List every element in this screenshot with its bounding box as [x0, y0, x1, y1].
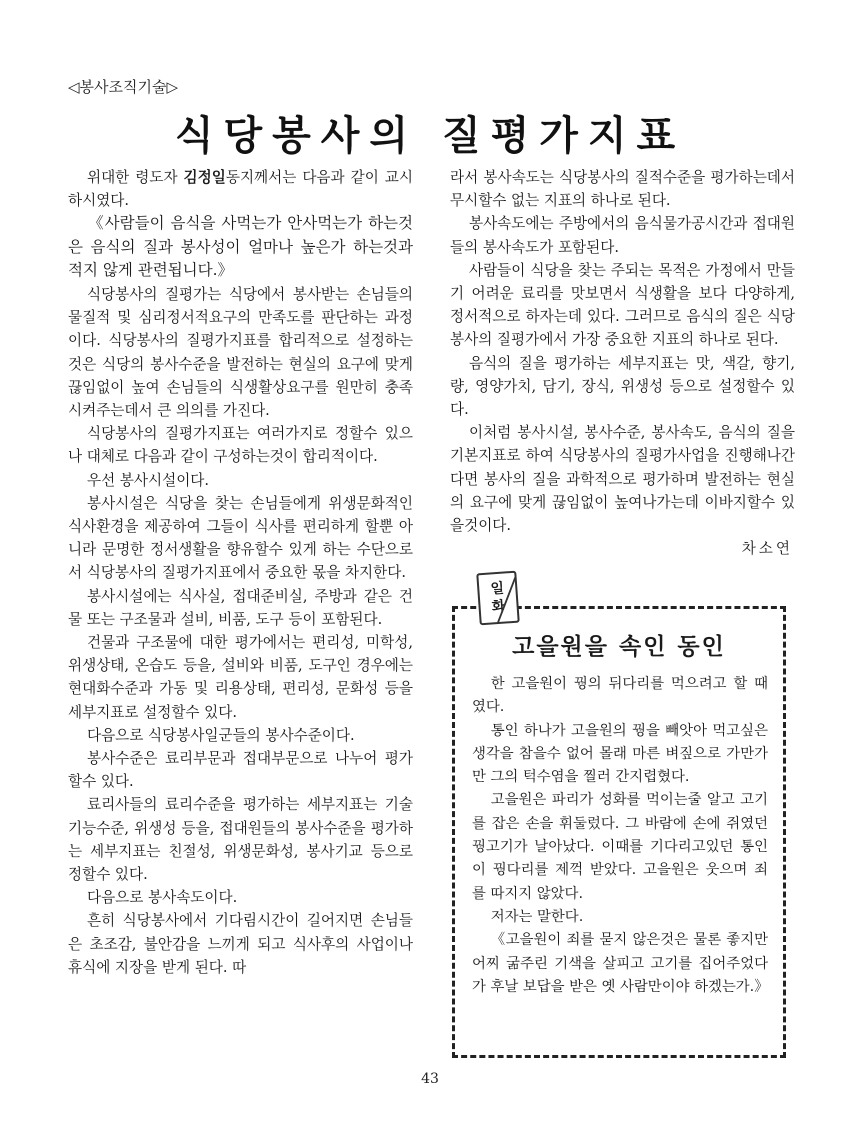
author-name: 차소연: [741, 540, 793, 558]
page-number: 43: [421, 1071, 439, 1087]
body-paragraph: 봉사시설에는 식사실, 접대준비실, 주방과 같은 건물 또는 구조물과 설비, 비품, 도구 등이 포함된다.: [68, 587, 413, 628]
intro-text-pre: 위대한 령도자: [86, 169, 184, 186]
anecdote-paragraph: 저자는 말한다.: [490, 908, 584, 925]
body-paragraph: 봉사시설은 식당을 찾는 손님들에게 위생문화적인 식사환경을 제공하여 그들이 식사를 편리하게 할뿐 아니라 문명한 정서생활을 향유할수 있게 하는 수단으로서 식당봉사의 질평가지표에서 중요한 몫을 차지한다.: [68, 494, 413, 582]
body-paragraph: 료리사들의 료리수준을 평가하는 세부지표는 기술기능수준, 위생성 등을, 접대원들의 봉사수준을 평가하는 세부지표는 친절성, 위생문화성, 봉사기교 등으로 정할수 있다.: [68, 796, 413, 883]
body-paragraph: 다음으로 식당봉사일군들의 봉사수준이다.: [86, 726, 355, 744]
anecdote-tag-icon: [476, 571, 520, 626]
intro-text-post: 동지께서는 다음과 같이 교시하시였다.: [68, 169, 413, 210]
body-paragraph: 봉사수준은 료리부문과 접대부문으로 나누어 평가할수 있다.: [68, 749, 413, 791]
anecdote-paragraph: 고을원은 파리가 성화를 먹이는줄 알고 고기를 잡은 손을 휘둘렀다. 그 바람에 손에 쥐였던 꿩고기가 날아났다. 이때를 기다리고있던 통인이 꿩다리를 제꺽 받았다. 고을원은 웃으며 죄를 따지지 않았다.: [472, 792, 768, 902]
anecdote-tag-char: 화: [491, 598, 506, 616]
body-paragraph: 우선 봉사시설이다.: [86, 471, 210, 489]
anecdote-paragraph: 통인 하나가 고을원의 꿩을 빼앗아 먹고싶은 생각을 참을수 없어 몰래 마른 벼짚으로 가만가만 그의 턱수염을 찔러 간지렵혔다.: [472, 722, 768, 786]
quote-paragraph: 《사람들이 음식을 사먹는가 안사먹는가 하는것은 음식의 질과 봉사성이 얼마나 높은가 하는것과 적지 않게 관련됩니다.》: [68, 214, 413, 280]
body-paragraph: 이처럼 봉사시설, 봉사수준, 봉사속도, 음식의 질을 기본지표로 하여 식당봉사의 질평가사업을 진행해나간다면 봉사의 질을 과학적으로 평가하며 발전하는 현실의 요구에 맞게 끊임없이 높여나가는데 이바지할수 있을것이다.: [450, 424, 795, 535]
body-paragraph: 라서 봉사속도는 식당봉사의 질적수준을 평가하는데서 무시할수 없는 지표의 하나로 된다.: [450, 169, 795, 210]
body-paragraph: 흔히 식당봉사에서 기다림시간이 길어지면 손님들은 초조감, 불안감을 느끼게 되고 식사후의 사업이나 휴식에 지장을 받게 된다. 따: [68, 912, 413, 976]
page-title: 식당봉사의 질평가지표: [174, 113, 686, 159]
left-column: [68, 166, 413, 979]
leader-name: 김정일: [183, 169, 226, 186]
anecdote-paragraph: 한 고을원이 꿩의 뒤다리를 먹으려고 할 때였다.: [472, 676, 768, 716]
section-tag: ◁봉사조직기술▷: [68, 78, 179, 96]
anecdote-body: [472, 673, 768, 999]
body-paragraph: 봉사속도에는 주방에서의 음식물가공시간과 접대원들의 봉사속도가 포함된다.: [450, 215, 795, 256]
body-paragraph: 식당봉사의 질평가지표는 여러가지로 정할수 있으나 대체로 다음과 같이 구성하는것이 합리적이다.: [68, 425, 413, 466]
body-paragraph: 음식의 질을 평가하는 세부지표는 맛, 색갈, 향기, 량, 영양가치, 담기, 장식, 위생성 등으로 설정할수 있다.: [450, 354, 795, 419]
body-paragraph: 다음으로 봉사속도이다.: [86, 889, 238, 907]
anecdote-tag-char: 일: [490, 580, 505, 598]
anecdote-paragraph: 《고을원이 죄를 묻지 않은것은 물론 좋지만 어찌 굶주린 기색을 살피고 고기를 집어주었다가 후날 보답을 받은 옛 사람만이야 하겠는가.》: [472, 932, 769, 995]
anecdote-title: 고을원을 속인 동인: [512, 634, 726, 660]
body-paragraph: 사람들이 식당을 찾는 주되는 목적은 가정에서 만들기 어려운 료리를 맛보면서 식생활을 보다 다양하게, 정서적으로 하자는데 있다. 그러므로 음식의 질은 식당봉사의 질평가에서 가장 중요한 지표의 하나로 된다.: [450, 261, 795, 349]
right-column: [450, 166, 795, 560]
body-paragraph: 건물과 구조물에 대한 평가에서는 편리성, 미학성, 위생상태, 온습도 등을, 설비와 비품, 도구인 경우에는 현대화수준과 가동 및 리용상태, 편리성, 문화성 등을 세부지표로 설정할수 있다.: [68, 633, 413, 721]
body-paragraph: 식당봉사의 질평가는 식당에서 봉사받는 손님들의 물질적 및 심리정서적요구의 만족도를 판단하는 과정이다. 식당봉사의 질평가지표를 합리적으로 설정하는것은 식당의 봉사수준을 발전하는 현실의 요구에 맞게 끊임없이 높여 손님들의 식생활상요구를 원만히 충족시켜주는데서 큰 의의를 가진다.: [68, 285, 413, 419]
intro-paragraph: [68, 166, 413, 212]
